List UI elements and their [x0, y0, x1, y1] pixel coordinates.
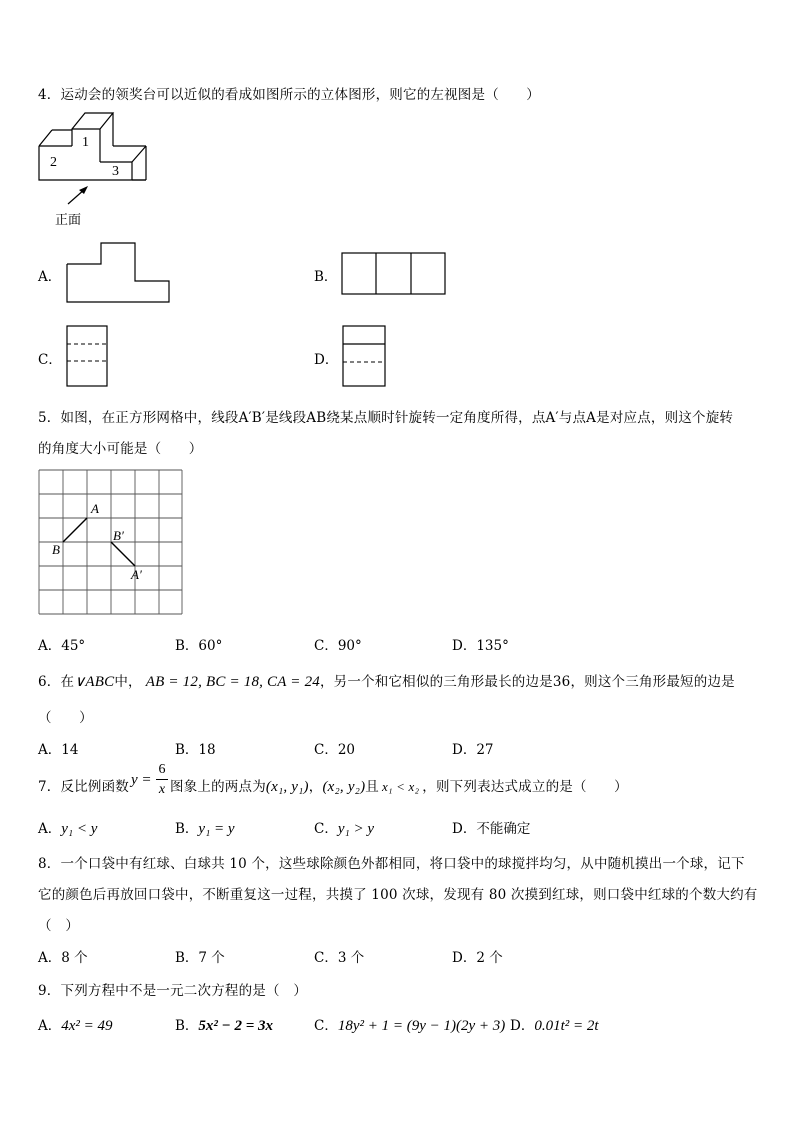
podium-label-3: 3 — [112, 164, 119, 179]
q9-option-b[interactable] — [175, 1014, 273, 1035]
q7-stem-mid-text: 图象上的两点为 — [170, 779, 266, 795]
q7-func-denominator: x — [158, 782, 166, 797]
q7-option-c-label: C． — [314, 821, 338, 837]
q9-option-d[interactable] — [510, 1014, 599, 1035]
q6-option-d[interactable]: D．27 — [452, 742, 494, 758]
q6-option-b[interactable]: B．18 — [175, 742, 216, 758]
q4-option-c-label[interactable]: C． — [38, 352, 62, 368]
grid-label-b: B — [52, 542, 60, 557]
front-label: 正面 — [55, 213, 82, 228]
q7-option-a[interactable] — [38, 817, 97, 838]
q6-stem-suffix: ，另一个和它相似的三角形最长的边是36，则这个三角形最短的边是 — [319, 674, 735, 690]
q7-option-c[interactable] — [314, 817, 374, 838]
q7-option-a-label: A． — [38, 821, 62, 837]
q4-option-b-label[interactable]: B． — [314, 269, 338, 285]
q9-option-c-expr: 18y² + 1 = (9y − 1)(2y + 3) — [337, 1018, 506, 1034]
q6-option-c[interactable]: C．20 — [314, 742, 356, 758]
q5-stem-line2: 的角度大小可能是（ ） — [38, 441, 203, 457]
q6-triangle: ∨ABC — [74, 674, 115, 690]
q9-stem: 9．下列方程中不是一元二次方程的是（ ） — [38, 983, 308, 999]
podium-label-1: 1 — [82, 135, 89, 150]
q7-option-b-expr: y₁ = y — [198, 821, 235, 837]
q4-option-d-label[interactable]: D． — [314, 352, 339, 368]
q7-cond-prefix: 且 — [365, 779, 379, 795]
q8-option-a[interactable]: A．8 个 — [38, 950, 88, 966]
q9-option-d-expr: 0.01t² = 2t — [534, 1018, 599, 1034]
q7-option-a-expr: y₁ < y — [61, 821, 98, 837]
q9-option-a-expr: 4x² = 49 — [61, 1018, 113, 1034]
q8-option-c[interactable]: C．3 个 — [314, 950, 365, 966]
q4-option-a-label[interactable]: A． — [38, 269, 62, 285]
q7-stem-mid — [170, 775, 628, 796]
q7-condition: x₁ < x₂ — [382, 779, 420, 794]
q7-option-c-expr: y₁ > y — [337, 821, 374, 837]
q7-option-b-label: B． — [175, 821, 199, 837]
q6-stem — [38, 670, 735, 691]
q7-point2: (x₂, y₂) — [322, 779, 366, 795]
grid-label-a-prime: A′ — [131, 567, 142, 582]
q7-stem-prefix: 7．反比例函数 — [38, 779, 129, 795]
q7-option-d[interactable]: D．不能确定 — [452, 821, 531, 837]
podium-label-2: 2 — [50, 155, 57, 170]
q5-option-a[interactable]: A．45° — [38, 638, 86, 654]
q9-option-d-label: D． — [510, 1018, 535, 1034]
q8-stem-line1: 8．一个口袋中有红球、白球共 10 个，这些球除颜色外都相同，将口袋中的球搅拌均匀，从中随机摸出一个球，记下 — [38, 856, 745, 872]
q5-option-c[interactable]: C．90° — [314, 638, 362, 654]
q8-option-d[interactable]: D．2 个 — [452, 950, 503, 966]
q6-option-a[interactable]: A．14 — [38, 742, 79, 758]
q4-stem: 4．运动会的领奖台可以近似的看成如图所示的立体图形，则它的左视图是（ ） — [38, 87, 540, 103]
q8-option-b[interactable]: B．7 个 — [175, 950, 225, 966]
q7-point1: (x₁, y₁) — [265, 779, 309, 795]
q5-option-d[interactable]: D．135° — [452, 638, 509, 654]
q6-sides: AB = 12, BC = 18, CA = 24 — [145, 674, 320, 690]
q9-option-a[interactable] — [38, 1014, 113, 1035]
q6-stem-mid: 中， — [114, 674, 142, 690]
q9-option-a-label: A． — [38, 1018, 62, 1034]
q8-stem-line3: （ ） — [38, 918, 80, 934]
q6-stem-prefix: 6．在 — [38, 674, 75, 690]
grid-label-b-prime: B′ — [113, 528, 124, 543]
q6-paren: （ ） — [38, 710, 93, 726]
q5-option-b[interactable]: B．60° — [175, 638, 223, 654]
q9-option-b-expr: 5x² − 2 = 3x — [198, 1018, 274, 1034]
q8-stem-line2: 它的颜色后再放回口袋中，不断重复这一过程，共摸了 100 次球，发现有 80 次摸到红球，则口袋中红球的个数大约有 — [38, 887, 758, 903]
grid-label-a: A — [91, 501, 99, 516]
q5-stem-line1: 5．如图，在正方形网格中，线段A′B′是线段AB绕某点顺时针旋转一定角度所得，点A′与点A是对应点，则这个旋转 — [38, 410, 734, 426]
q7-comma: ， — [308, 779, 323, 795]
q7-stem-suffix: ，则下列表达式成立的是（ ） — [422, 779, 628, 795]
q9-option-b-label: B． — [175, 1018, 199, 1034]
q7-func-numerator: 6 — [158, 762, 166, 777]
fraction-bar — [156, 779, 168, 780]
q7-option-b[interactable] — [175, 817, 235, 838]
q7-func-lhs: y = — [131, 772, 152, 788]
q9-option-c-label: C． — [314, 1018, 338, 1034]
q9-option-c[interactable] — [314, 1014, 505, 1035]
